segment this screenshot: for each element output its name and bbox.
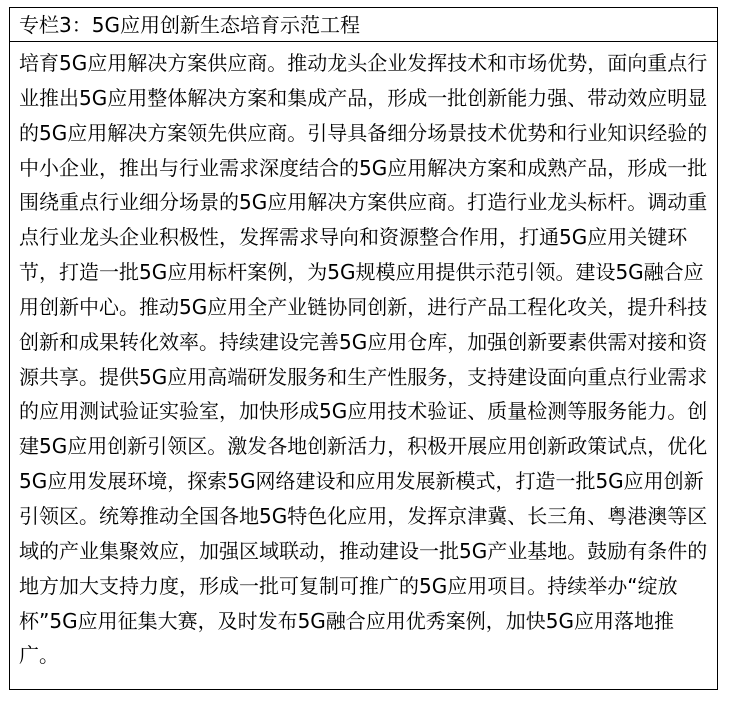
body-line: 广。 [19, 643, 59, 668]
feature-box [9, 7, 718, 690]
box-body [10, 42, 717, 673]
body-line: 用创新中心。推动5G应用全产业链协同创新，进行产品工程化攻关，提升科技 [19, 294, 708, 319]
body-line: 点行业龙头企业积极性，发挥需求导向和资源整合作用，打通5G应用关键环 [19, 225, 688, 250]
body-line: 围绕重点行业细分场景的5G应用解决方案供应商。打造行业龙头标杆。调动重 [19, 190, 708, 215]
body-line: 域的产业集聚效应，加强区域联动，推动建设一批5G产业基地。鼓励有条件的 [19, 538, 708, 563]
body-line: 源共享。提供5G应用高端研发服务和生产性服务，支持建设面向重点行业需求 [19, 364, 708, 389]
body-line: 业推出5G应用整体解决方案和集成产品，形成一批创新能力强、带动效应明显 [19, 85, 708, 110]
body-line: 的5G应用解决方案领先供应商。引导具备细分场景技术优势和行业知识经验的 [19, 120, 708, 145]
body-line: 的应用测试验证实验室，加快形成5G应用技术验证、质量检测等服务能力。创 [19, 399, 708, 424]
box-title: 专栏3：5G应用创新生态培育示范工程 [10, 8, 717, 42]
body-line: 5G应用发展环境，探索5G网络建设和应用发展新模式，打造一批5G应用创新 [19, 469, 704, 494]
body-line: 培育5G应用解决方案供应商。推动龙头企业发挥技术和市场优势，面向重点行 [19, 51, 708, 75]
body-line: 建5G应用创新引领区。激发各地创新活力，积极开展应用创新政策试点，优化 [19, 434, 708, 459]
body-line: 中小企业，推出与行业需求深度结合的5G应用解决方案和成熟产品，形成一批 [19, 155, 708, 180]
body-line: 杯”5G应用征集大赛，及时发布5G融合应用优秀案例，加快5G应用落地推 [19, 608, 675, 633]
body-line: 节，打造一批5G应用标杆案例，为5G规模应用提供示范引领。建设5G融合应 [19, 260, 704, 285]
body-line: 引领区。统筹推动全国各地5G特色化应用，发挥京津冀、长三角、粤港澳等区 [19, 503, 708, 528]
body-line: 创新和成果转化效率。持续建设完善5G应用仓库，加强创新要素供需对接和资 [19, 329, 708, 354]
body-line: 地方加大支持力度，形成一批可复制可推广的5G应用项目。持续举办“绽放 [19, 573, 678, 598]
